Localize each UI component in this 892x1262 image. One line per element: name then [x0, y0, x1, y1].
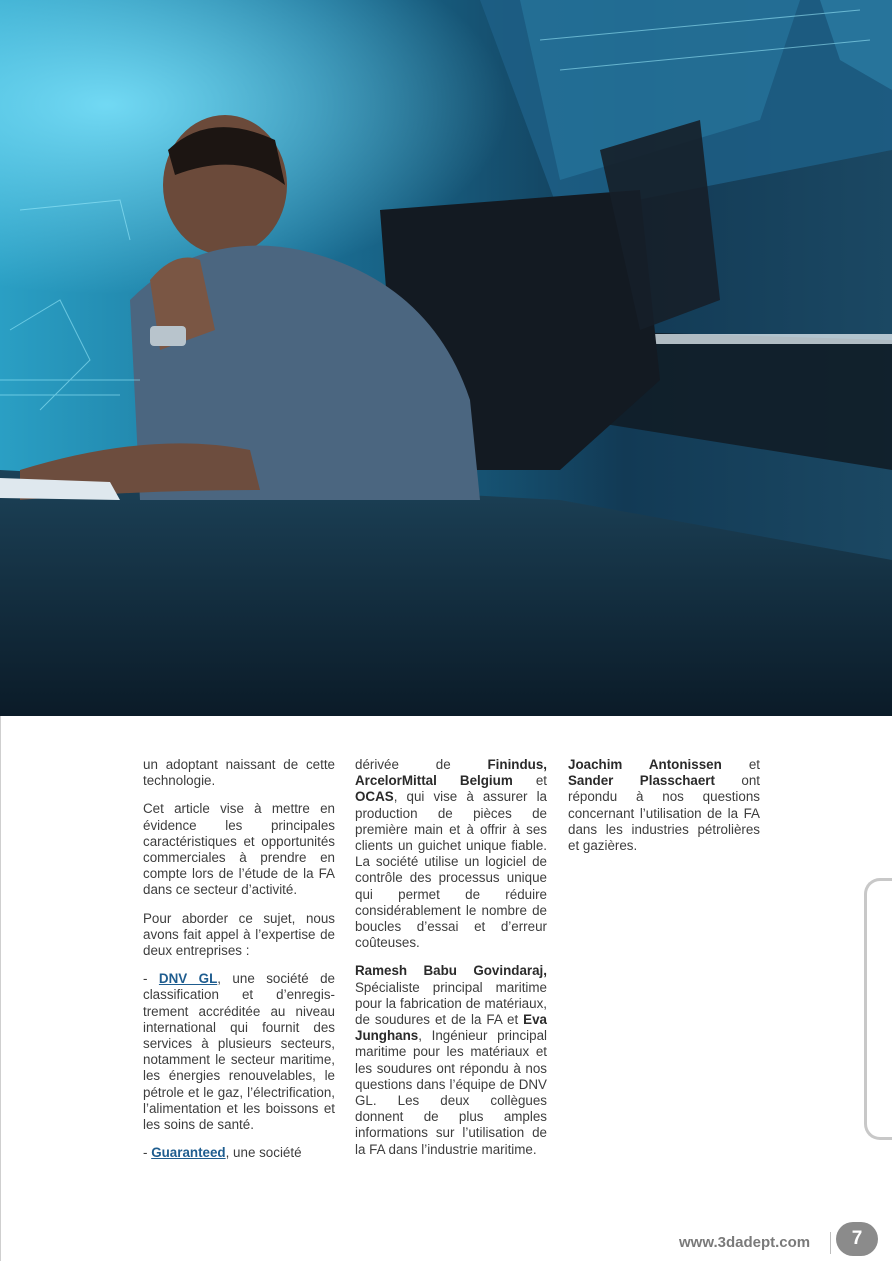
text: Cet article vise à mettre en évidence les principales caractéristiques et opportunités commerciales à prendre en compte lors de l’étude de la FA dans ce secteur d’activité. — [143, 801, 335, 898]
text: un adoptant naissant de cette technologie. — [143, 757, 335, 789]
text: Spécialiste principal maritime pour la fabrication de matériaux, de soudures et de la FA et — [355, 979, 547, 1028]
paragraph — [143, 757, 335, 789]
person-name: Eva Junghans — [355, 1012, 547, 1044]
text-column-3 — [568, 757, 760, 866]
guaranteed-link[interactable]: Guaranteed — [151, 1145, 226, 1161]
text: Pour aborder ce sujet, nous avons fait appel à l’expertise de deux entreprises : — [143, 910, 335, 959]
person-name: Joachim Antonissen — [568, 757, 722, 772]
text: dérivée de — [355, 757, 488, 772]
text-column-1 — [143, 757, 335, 1173]
footer-divider — [830, 1232, 831, 1254]
paragraph — [143, 801, 335, 898]
paragraph-guaranteed — [143, 1145, 335, 1161]
dnv-gl-link[interactable]: DNV GL — [158, 971, 218, 987]
text-column-2 — [355, 757, 547, 1170]
text: et — [512, 773, 547, 789]
company-name: OCAS — [355, 789, 394, 805]
company-names: Finindus, ArcelorMittal Belgium — [355, 757, 547, 789]
page-number-badge: 7 — [836, 1222, 878, 1256]
person-name: Ramesh Babu Govindaraj, — [355, 963, 547, 979]
text: , une société — [225, 1145, 302, 1161]
text: ont répondu à nos questions concernant l’utilisation de la FA dans les industries pétrolières et gazières. — [568, 773, 760, 854]
text: - — [143, 1145, 152, 1161]
paragraph — [568, 757, 760, 854]
paragraph — [355, 757, 547, 951]
footer-url[interactable]: www.3dadept.com — [679, 1234, 811, 1251]
paragraph-dnv — [143, 971, 335, 1133]
text: , qui vise à assurer la production de pièces de première main et à offrir à ses clients un guichet unique fiable. La société utilise un logiciel de contrôle des processus unique qui permet de réduire considérablement le nombre de boucles d’essai et d’erreur coûteuses. — [355, 789, 547, 951]
paragraph — [143, 911, 335, 960]
paragraph — [355, 963, 547, 1157]
person-name: Sander Plasschaert — [568, 773, 715, 789]
text: - — [143, 971, 159, 987]
text: et — [721, 757, 760, 772]
text: , une société de classification et d’enregistrement accréditée au niveau international qui fournit des services à plusieurs secteurs, notamment le secteur maritime, les énergies renouvelables, le pétrole et le gaz, l’électrification, l’alimentation et les boissons et les soins de santé. — [143, 971, 335, 1133]
text: , Ingénieur principal maritime pour les matériaux et les soudures ont répondu à nos questions dans l’équipe de DNV GL. Les deux collègues donnent de plus amples informations sur l’utilisation de la FA dans l’industrie maritime. — [355, 1028, 547, 1157]
decorative-bracket — [864, 878, 892, 1140]
